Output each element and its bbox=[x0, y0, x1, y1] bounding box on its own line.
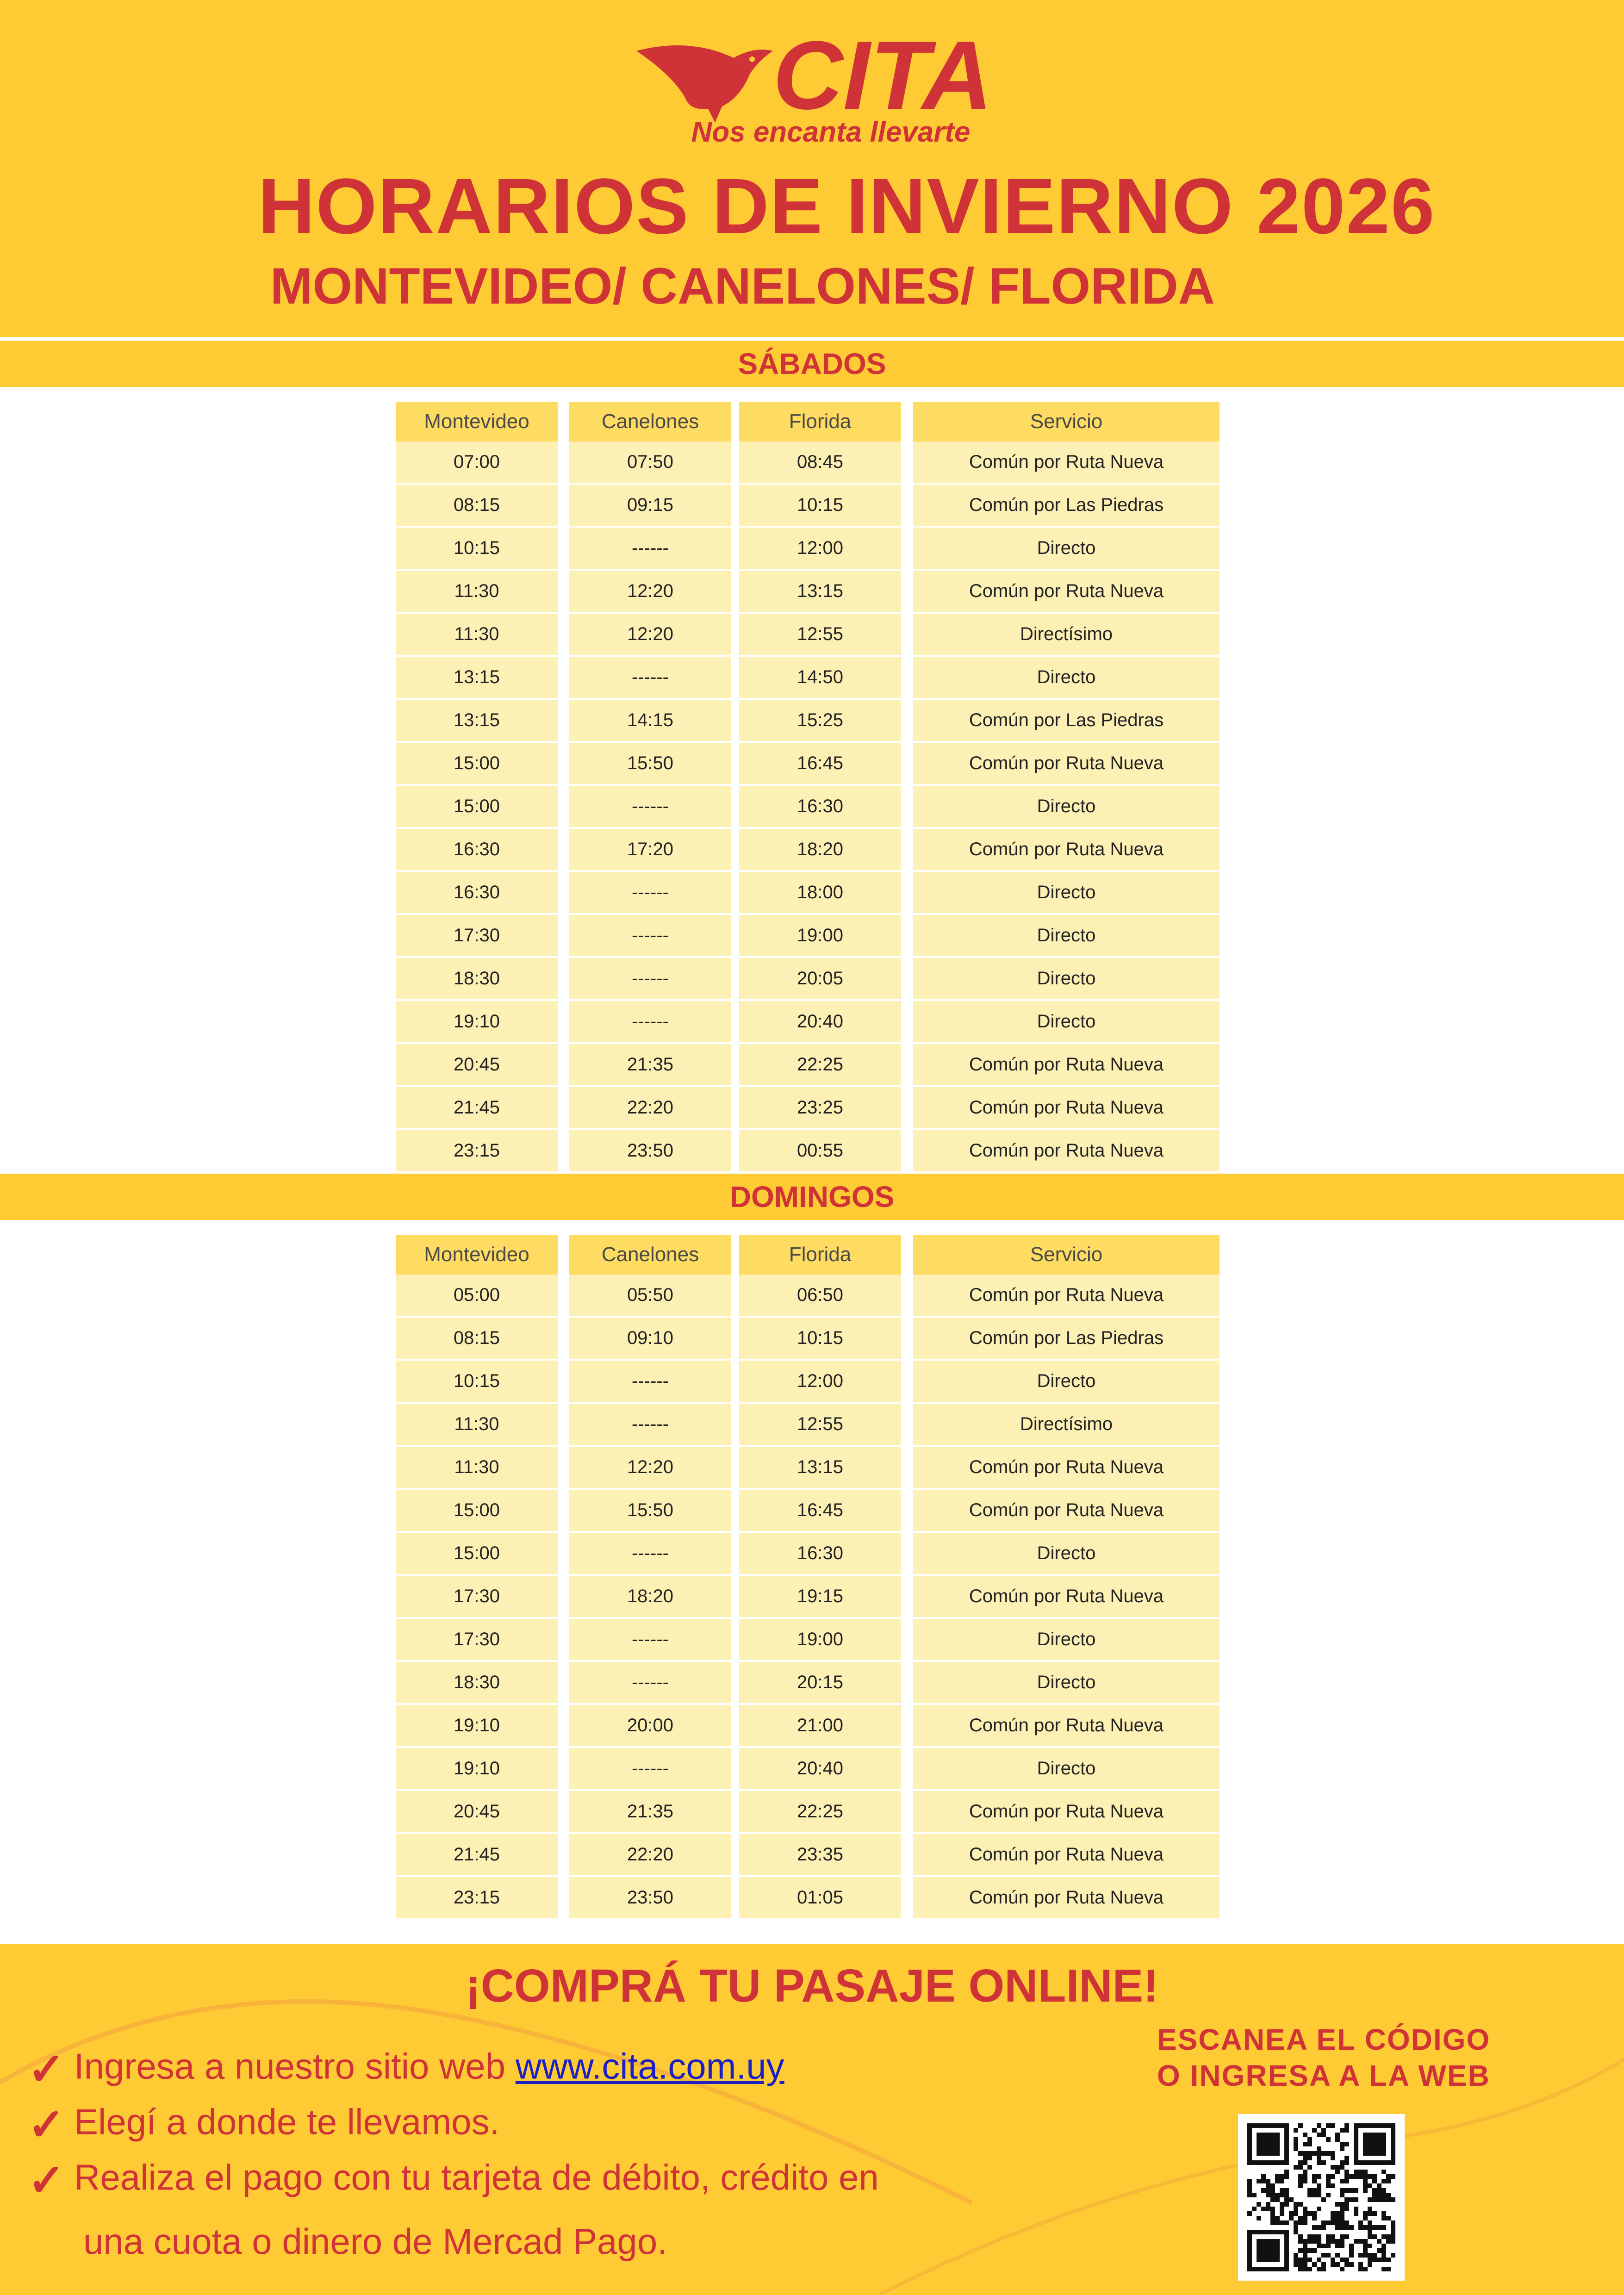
page-subtitle: MONTEVIDEO/ CANELONES/ FLORIDA bbox=[270, 258, 1215, 315]
table-cell-servicio: Común por Ruta Nueva bbox=[913, 1877, 1220, 1920]
table-cell-servicio: Directo bbox=[913, 1619, 1220, 1662]
table-cell-servicio: Común por Ruta Nueva bbox=[913, 1490, 1220, 1533]
table-cell-canelones: ------ bbox=[569, 1404, 731, 1447]
table-cell-servicio: Directo bbox=[913, 872, 1220, 915]
table-cell-florida: 06:50 bbox=[739, 1275, 901, 1318]
table-cell-servicio: Común por Ruta Nueva bbox=[913, 1447, 1220, 1490]
table-cell-servicio: Común por Ruta Nueva bbox=[913, 1576, 1220, 1619]
table-cell-montevideo: 19:10 bbox=[396, 1001, 558, 1044]
table-cell-montevideo: 10:15 bbox=[396, 528, 558, 571]
table-cell-montevideo: 15:00 bbox=[396, 1533, 558, 1576]
table-cell-florida: 19:00 bbox=[739, 915, 901, 958]
table-cell-montevideo: 11:30 bbox=[396, 1447, 558, 1490]
table-cell-florida: 16:45 bbox=[739, 1490, 901, 1533]
column-header-florida: Florida bbox=[739, 1235, 901, 1275]
table-cell-montevideo: 11:30 bbox=[396, 571, 558, 614]
table-cell-servicio: Común por Ruta Nueva bbox=[913, 1087, 1220, 1130]
page-header bbox=[0, 0, 1624, 337]
table-cell-servicio: Común por Ruta Nueva bbox=[913, 1275, 1220, 1318]
table-cell-canelones: ------ bbox=[569, 528, 731, 571]
table-cell-servicio: Directísimo bbox=[913, 1404, 1220, 1447]
table-cell-servicio: Común por Ruta Nueva bbox=[913, 442, 1220, 485]
table-cell-servicio: Común por Ruta Nueva bbox=[913, 1705, 1220, 1748]
table-cell-florida: 12:55 bbox=[739, 614, 901, 657]
column-florida bbox=[739, 1235, 901, 1920]
table-cell-montevideo: 18:30 bbox=[396, 1662, 558, 1705]
logo-wordmark: CITA bbox=[773, 23, 993, 130]
table-cell-florida: 16:30 bbox=[739, 1533, 901, 1576]
table-cell-servicio: Común por Las Piedras bbox=[913, 1318, 1220, 1361]
table-cell-servicio: Común por Las Piedras bbox=[913, 700, 1220, 743]
check-icon: ✓ bbox=[28, 2045, 65, 2094]
column-header-montevideo: Montevideo bbox=[396, 402, 558, 442]
table-cell-montevideo: 20:45 bbox=[396, 1044, 558, 1087]
table-cell-servicio: Común por Ruta Nueva bbox=[913, 1044, 1220, 1087]
table-cell-servicio: Común por Ruta Nueva bbox=[913, 1834, 1220, 1877]
table-cell-servicio: Común por Las Piedras bbox=[913, 485, 1220, 528]
table-cell-canelones: 14:15 bbox=[569, 700, 731, 743]
column-servicio bbox=[913, 402, 1220, 1173]
table-cell-florida: 01:05 bbox=[739, 1877, 901, 1920]
table-cell-canelones: 22:20 bbox=[569, 1087, 731, 1130]
table-cell-florida: 08:45 bbox=[739, 442, 901, 485]
table-cell-servicio: Común por Ruta Nueva bbox=[913, 571, 1220, 614]
table-cell-servicio: Directo bbox=[913, 657, 1220, 700]
step-3-text-continued: una cuota o dinero de Mercad Pago. bbox=[83, 2221, 667, 2262]
table-cell-canelones: 07:50 bbox=[569, 442, 731, 485]
table-cell-montevideo: 15:00 bbox=[396, 1490, 558, 1533]
table-cell-montevideo: 17:30 bbox=[396, 1576, 558, 1619]
table-cell-canelones: 23:50 bbox=[569, 1130, 731, 1173]
table-cell-servicio: Directo bbox=[913, 786, 1220, 829]
column-header-servicio: Servicio bbox=[913, 1235, 1220, 1275]
table-cell-canelones: 12:20 bbox=[569, 1447, 731, 1490]
table-cell-servicio: Directísimo bbox=[913, 614, 1220, 657]
table-cell-montevideo: 17:30 bbox=[396, 1619, 558, 1662]
step-3-text: Realiza el pago con tu tarjeta de débito, crédito en bbox=[74, 2157, 879, 2198]
table-cell-montevideo: 21:45 bbox=[396, 1087, 558, 1130]
table-cell-canelones: 17:20 bbox=[569, 829, 731, 872]
table-cell-canelones: ------ bbox=[569, 958, 731, 1001]
table-cell-servicio: Común por Ruta Nueva bbox=[913, 829, 1220, 872]
table-cell-canelones: 15:50 bbox=[569, 743, 731, 786]
table-cell-montevideo: 20:45 bbox=[396, 1791, 558, 1834]
table-cell-montevideo: 23:15 bbox=[396, 1130, 558, 1173]
table-cell-canelones: ------ bbox=[569, 1001, 731, 1044]
footer-promo bbox=[0, 1944, 1624, 2295]
cita-bird-logo-icon bbox=[636, 45, 773, 123]
table-cell-florida: 20:15 bbox=[739, 1662, 901, 1705]
scan-instruction-line2: O INGRESA A LA WEB bbox=[1157, 2059, 1490, 2092]
table-cell-montevideo: 19:10 bbox=[396, 1748, 558, 1791]
column-header-canelones: Canelones bbox=[569, 402, 731, 442]
table-cell-servicio: Directo bbox=[913, 528, 1220, 571]
table-cell-servicio: Directo bbox=[913, 915, 1220, 958]
table-cell-servicio: Común por Ruta Nueva bbox=[913, 1791, 1220, 1834]
table-cell-florida: 16:30 bbox=[739, 786, 901, 829]
table-cell-servicio: Directo bbox=[913, 1001, 1220, 1044]
table-cell-servicio: Directo bbox=[913, 1361, 1220, 1404]
table-cell-canelones: ------ bbox=[569, 1361, 731, 1404]
table-cell-montevideo: 15:00 bbox=[396, 786, 558, 829]
table-cell-florida: 14:50 bbox=[739, 657, 901, 700]
column-header-montevideo: Montevideo bbox=[396, 1235, 558, 1275]
column-montevideo bbox=[396, 402, 558, 1173]
table-cell-montevideo: 23:15 bbox=[396, 1877, 558, 1920]
table-cell-canelones: 21:35 bbox=[569, 1044, 731, 1087]
table-cell-florida: 00:55 bbox=[739, 1130, 901, 1173]
table-cell-florida: 23:25 bbox=[739, 1087, 901, 1130]
column-servicio bbox=[913, 1235, 1220, 1920]
table-cell-florida: 12:00 bbox=[739, 1361, 901, 1404]
table-cell-canelones: 20:00 bbox=[569, 1705, 731, 1748]
table-cell-montevideo: 05:00 bbox=[396, 1275, 558, 1318]
table-cell-servicio: Directo bbox=[913, 958, 1220, 1001]
table-cell-florida: 22:25 bbox=[739, 1044, 901, 1087]
table-cell-canelones: 12:20 bbox=[569, 571, 731, 614]
table-cell-montevideo: 21:45 bbox=[396, 1834, 558, 1877]
table-cell-montevideo: 11:30 bbox=[396, 1404, 558, 1447]
table-cell-canelones: ------ bbox=[569, 1619, 731, 1662]
scan-instruction-line1: ESCANEA EL CÓDIGO bbox=[1157, 2023, 1491, 2056]
table-cell-florida: 20:40 bbox=[739, 1748, 901, 1791]
table-cell-canelones: 23:50 bbox=[569, 1877, 731, 1920]
table-cell-montevideo: 15:00 bbox=[396, 743, 558, 786]
column-header-florida: Florida bbox=[739, 402, 901, 442]
table-cell-canelones: ------ bbox=[569, 1748, 731, 1791]
table-cell-florida: 10:15 bbox=[739, 1318, 901, 1361]
section-sabados-label: SÁBADOS bbox=[0, 341, 1624, 387]
brand-tagline: Nos encanta llevarte bbox=[691, 116, 971, 148]
step-1-text: Ingresa a nuestro sitio web bbox=[74, 2046, 506, 2087]
table-cell-canelones: ------ bbox=[569, 915, 731, 958]
table-cell-montevideo: 13:15 bbox=[396, 700, 558, 743]
check-icon: ✓ bbox=[28, 2100, 65, 2150]
table-cell-montevideo: 18:30 bbox=[396, 958, 558, 1001]
table-cell-canelones: ------ bbox=[569, 1662, 731, 1705]
table-cell-florida: 23:35 bbox=[739, 1834, 901, 1877]
section-domingos-label: DOMINGOS bbox=[0, 1174, 1624, 1220]
table-cell-montevideo: 07:00 bbox=[396, 442, 558, 485]
table-cell-florida: 15:25 bbox=[739, 700, 901, 743]
step-2 bbox=[28, 2099, 499, 2151]
table-cell-servicio: Directo bbox=[913, 1748, 1220, 1791]
table-cell-florida: 18:20 bbox=[739, 829, 901, 872]
table-cell-florida: 19:15 bbox=[739, 1576, 901, 1619]
table-cell-canelones: 15:50 bbox=[569, 1490, 731, 1533]
step-3 bbox=[28, 2154, 879, 2206]
table-cell-florida: 21:00 bbox=[739, 1705, 901, 1748]
table-cell-florida: 20:40 bbox=[739, 1001, 901, 1044]
table-cell-montevideo: 16:30 bbox=[396, 872, 558, 915]
table-cell-canelones: 05:50 bbox=[569, 1275, 731, 1318]
table-cell-servicio: Común por Ruta Nueva bbox=[913, 1130, 1220, 1173]
table-cell-florida: 18:00 bbox=[739, 872, 901, 915]
page-title: HORARIOS DE INVIERNO 2026 bbox=[258, 162, 1436, 250]
table-cell-montevideo: 17:30 bbox=[396, 915, 558, 958]
table-cell-florida: 13:15 bbox=[739, 1447, 901, 1490]
table-cell-canelones: 12:20 bbox=[569, 614, 731, 657]
table-cell-canelones: 21:35 bbox=[569, 1791, 731, 1834]
table-cell-canelones: ------ bbox=[569, 872, 731, 915]
footer-title: ¡COMPRÁ TU PASAJE ONLINE! bbox=[465, 1960, 1159, 2012]
table-cell-canelones: ------ bbox=[569, 657, 731, 700]
column-florida bbox=[739, 402, 901, 1173]
table-cell-servicio: Común por Ruta Nueva bbox=[913, 743, 1220, 786]
table-cell-servicio: Directo bbox=[913, 1662, 1220, 1705]
column-canelones bbox=[569, 1235, 731, 1920]
table-cell-montevideo: 08:15 bbox=[396, 1318, 558, 1361]
check-icon: ✓ bbox=[28, 2156, 65, 2205]
table-cell-florida: 19:00 bbox=[739, 1619, 901, 1662]
table-cell-canelones: 09:15 bbox=[569, 485, 731, 528]
website-link[interactable]: www.cita.com.uy bbox=[515, 2046, 784, 2087]
step-1 bbox=[28, 2043, 784, 2095]
table-cell-canelones: 22:20 bbox=[569, 1834, 731, 1877]
table-cell-montevideo: 10:15 bbox=[396, 1361, 558, 1404]
table-cell-montevideo: 11:30 bbox=[396, 614, 558, 657]
column-header-servicio: Servicio bbox=[913, 402, 1220, 442]
table-cell-canelones: ------ bbox=[569, 786, 731, 829]
table-cell-florida: 16:45 bbox=[739, 743, 901, 786]
table-cell-florida: 22:25 bbox=[739, 1791, 901, 1834]
table-cell-canelones: 18:20 bbox=[569, 1576, 731, 1619]
column-header-canelones: Canelones bbox=[569, 1235, 731, 1275]
table-cell-servicio: Directo bbox=[913, 1533, 1220, 1576]
table-cell-florida: 12:55 bbox=[739, 1404, 901, 1447]
column-montevideo bbox=[396, 1235, 558, 1920]
table-cell-canelones: 09:10 bbox=[569, 1318, 731, 1361]
table-cell-montevideo: 08:15 bbox=[396, 485, 558, 528]
table-cell-montevideo: 13:15 bbox=[396, 657, 558, 700]
table-cell-florida: 12:00 bbox=[739, 528, 901, 571]
table-cell-florida: 10:15 bbox=[739, 485, 901, 528]
table-cell-montevideo: 19:10 bbox=[396, 1705, 558, 1748]
column-canelones bbox=[569, 402, 731, 1173]
qr-code-icon[interactable] bbox=[1238, 2114, 1405, 2281]
table-cell-montevideo: 16:30 bbox=[396, 829, 558, 872]
table-cell-florida: 13:15 bbox=[739, 571, 901, 614]
step-2-text: Elegí a donde te llevamos. bbox=[74, 2101, 500, 2142]
table-cell-florida: 20:05 bbox=[739, 958, 901, 1001]
table-cell-canelones: ------ bbox=[569, 1533, 731, 1576]
